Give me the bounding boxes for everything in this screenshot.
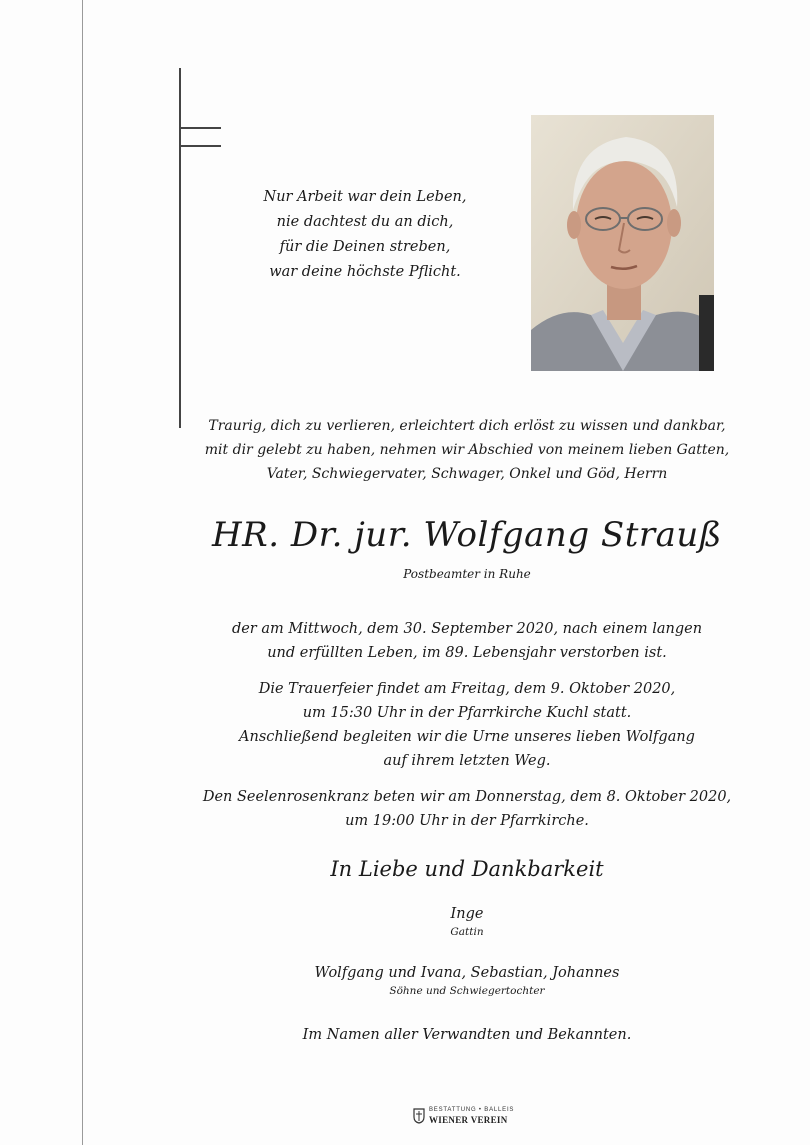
portrait-photo-icon xyxy=(531,115,714,371)
intro-line: mit dir gelebt zu haben, nehmen wir Abschied von meinem lieben Gatten, xyxy=(204,442,730,458)
death-notice-line: der am Mittwoch, dem 30. September 2020, nach einem langen xyxy=(231,621,703,637)
funeral-line: Die Trauerfeier findet am Freitag, dem 9. Oktober 2020, xyxy=(258,681,676,697)
poem-line: Nur Arbeit war dein Leben, xyxy=(263,189,467,205)
intro-line: Traurig, dich zu verlieren, erleichtert dich erlöst zu wissen und dankbar, xyxy=(208,418,726,434)
deceased-title: Postbeamter in Ruhe xyxy=(403,567,531,581)
rosary-info xyxy=(180,785,754,833)
cross-arm-upper xyxy=(181,127,221,129)
cross-vertical-bar xyxy=(179,68,181,428)
death-notice-line: und erfüllten Leben, im 89. Lebensjahr verstorben ist. xyxy=(267,645,667,661)
funeral-info xyxy=(180,677,754,773)
logo-line-top: BESTATTUNG • BALLEIS xyxy=(429,1107,515,1113)
rosary-line: um 19:00 Uhr in der Pfarrkirche. xyxy=(345,813,589,829)
rosary-line: Den Seelenrosenkranz beten wir am Donnerstag, dem 8. Oktober 2020, xyxy=(202,789,732,805)
poem xyxy=(250,185,480,285)
death-notice xyxy=(180,617,754,665)
logo-line-bottom: WIENER VEREIN xyxy=(429,1115,508,1125)
portrait-photo xyxy=(531,115,714,371)
mourner-entry xyxy=(230,903,704,939)
funeral-home-logo xyxy=(412,1107,532,1127)
funeral-line: auf ihrem letzten Weg. xyxy=(383,753,551,769)
wiener-verein-logo-icon xyxy=(412,1108,426,1124)
mourner-name: Wolfgang und Ivana, Sebastian, Johannes xyxy=(314,965,620,981)
poem-line: war deine höchste Pflicht. xyxy=(269,264,461,280)
deceased-name: HR. Dr. jur. Wolfgang Strauß xyxy=(212,515,722,555)
mourner-entry xyxy=(230,962,704,998)
funeral-line: um 15:30 Uhr in der Pfarrkirche Kuchl statt. xyxy=(302,705,632,721)
poem-line: nie dachtest du an dich, xyxy=(276,214,454,230)
mourner-role: Söhne und Schwiegertochter xyxy=(389,985,545,997)
cross-arm-lower xyxy=(181,145,221,147)
page-edge-line xyxy=(82,0,83,1145)
closing-heading: In Liebe und Dankbarkeit xyxy=(330,857,604,881)
intro-text xyxy=(200,414,734,486)
poem-line: für die Deinen streben, xyxy=(279,239,451,255)
funeral-line: Anschließend begleiten wir die Urne unseres lieben Wolfgang xyxy=(239,729,695,745)
final-line: Im Namen aller Verwandten und Bekannten. xyxy=(302,1027,632,1043)
mourner-name: Inge xyxy=(450,906,484,922)
mourner-role: Gattin xyxy=(450,926,484,938)
intro-line: Vater, Schwiegervater, Schwager, Onkel und Göd, Herrn xyxy=(266,466,668,482)
